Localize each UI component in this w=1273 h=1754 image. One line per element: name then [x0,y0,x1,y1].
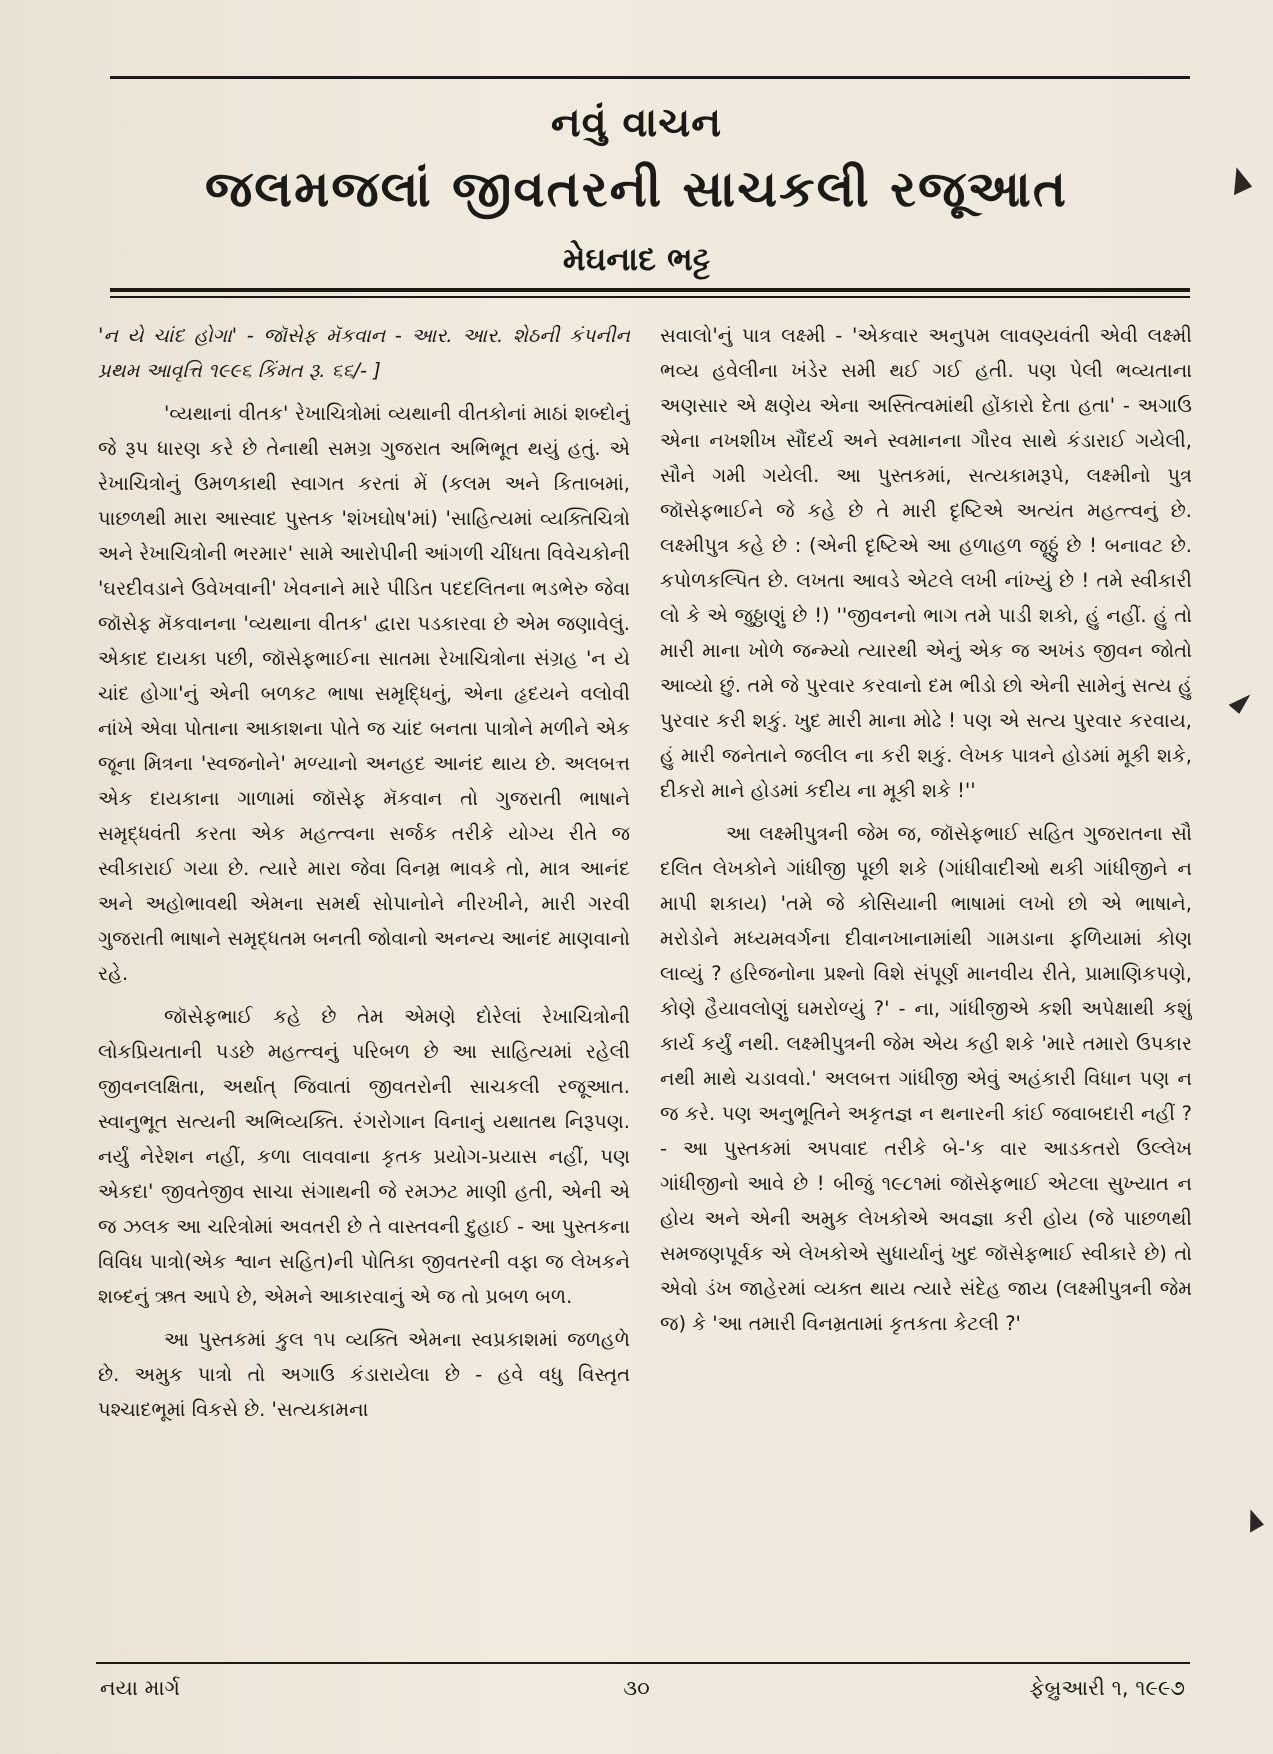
paragraph: આ પુસ્તકમાં કુલ ૧૫ વ્યક્તિ એમના સ્વપ્રકાશમાં જળહળે છે. અમુક પાત્રો તો અગાઉ કંડારાયેલા છે - હવે વધુ વિસ્તૃત પશ્ચાદભૂમાં વિકસે છે. 'સત્યકામના [98,1328,630,1421]
top-rule [110,76,1190,79]
left-column [98,318,630,1652]
margin-mark [1240,1507,1264,1532]
publication-name: નયા માર્ગ [100,1676,180,1700]
header-rule-thick [110,288,1190,292]
footer-rule [96,1662,1190,1664]
book-reference: 'ન યે ચાંદ હોગા' - જૉસેફ મૅકવાન - આર. આર. શેઠની કંપનીન પ્રથમ આવૃત્તિ ૧૯૯૬ કિંમત રૂ. ૬૬/- ] [98,324,630,382]
page-number: ૩૦ [623,1676,650,1700]
margin-mark [1229,688,1254,714]
section-kicker: નવું વાચન [550,100,723,146]
right-column [660,318,1192,1652]
header-rule-thin [110,296,1190,298]
article-author: મેઘનાદ ભટ્ટ [562,240,711,278]
article-title: જલમજલાં જીવતરની સાચકલી રજૂઆત [204,160,1069,218]
issue-date: ફેબ્રુઆરી ૧, ૧૯૯૭ [1029,1676,1185,1700]
paragraph: જૉસેફભાઈ કહે છે તેમ એમણે દોરેલાં રેખાચિત્રોની લોકપ્રિયતાની પડછે મહત્ત્વનું પરિબળ છે આ સાહિત્યમાં રહેલી જીવનલક્ષિતા, અર્થાત્ જિવાતાં જીવતરોની સાચકલી રજૂઆત. સ્વાનુભૂત સત્યની અભિવ્યક્તિ. રંગરોગાન વિનાનું યથાતથ નિરૂપણ. નર્યું નેરેશન નહીં, કળા લાવવાના કૃતક પ્રયોગ-પ્રયાસ નહીં, પણ એકદા' જીવતેજીવ સાચા સંગાથની જે રમઝટ માણી હતી, એની એ જ ઝલક આ ચરિત્રોમાં અવતરી છે તે વાસ્તવની દુહાઈ - આ પુસ્તકના વિવિધ પાત્રો(એક શ્વાન સહિત)ની પોતિકા જીવતરની વફા જ લેખકને શબ્દનું ઋત આપે છે, એમને આકારવાનું એ જ તો પ્રબળ બળ. [98,1005,630,1308]
paragraph: સવાલો'નું પાત્ર લક્ષ્મી - 'એકવાર અનુપમ લાવણ્યવંતી એવી લક્ષ્મી ભવ્ય હવેલીના ખંડેર સમી થઈ ગઈ હતી. પણ પેલી ભવ્યતાના અણસાર એ ક્ષણેય એના અસ્તિત્વમાંથી હોંકારો દેતા હતા' - અગાઉ એના નખશીખ સૌંદર્ય અને સ્વમાનના ગૌરવ સાથે કંડારાઈ ગયેલી, સૌને ગમી ગયેલી. આ પુસ્તકમાં, સત્યકામરૂપે, લક્ષ્મીનો પુત્ર જૉસેફભાઈને જે કહે છે તે મારી દૃષ્ટિએ અત્યંત મહત્ત્વનું છે. લક્ષ્મીપુત્ર કહે છે : (એની દૃષ્ટિએ આ હળાહળ જૂઠ્ઠું છે ! બનાવટ છે. કપોળકલ્પિત છે. લખતા આવડે એટલે લખી નાંખ્યું છે ! તમે સ્વીકારી લો કે એ જુઠ્ઠાણું છે !) ''જીવનનો ભાગ તમે પાડી શકો, હું નહીં. હું તો મારી માના ખોળે જન્મ્યો ત્યારથી એનું એક જ અખંડ જીવન જોતો આવ્યો છું. તમે જે પુરવાર કરવાનો દમ ભીડો છો એની સામેનું સત્ય હું પુરવાર કરી શકું. ખુદ મારી માના મોઢે ! પણ એ સત્ય પુરવાર કરવાય, હું મારી જનેતાને જલીલ ના કરી શકું. લેખક પાત્રને હોડમાં મૂકી શકે, દીકરો માને હોડમાં કદીય ના મૂકી શકે !'' [660,324,1192,802]
paragraph: 'વ્યથાનાં વીતક' રેખાચિત્રોમાં વ્યથાની વીતકોનાં માઠાં શબ્દોનું જે રૂપ ધારણ કરે છે તેનાથી સમગ્ર ગુજરાત અભિભૂત થયું હતું. એ રેખાચિત્રોનું ઉમળકાથી સ્વાગત કરતાં મેં (કલમ અને કિતાબમાં, પાછળથી મારા આસ્વાદ પુસ્તક 'શંખઘોષ'માં) 'સાહિત્યમાં વ્યક્તિચિત્રો અને રેખાચિત્રોની ભરમાર' સામે આરોપીની આંગળી ચીંધતા વિવેચકોની 'ઘરદીવડાને ઉવેખવાની' ખેવનાને મારે પીડિત પદદલિતના ભડભેરુ જેવા જૉસેફ મૅકવાનના 'વ્યથાના વીતક' દ્વારા પડકારવા છે એમ જણાવેલું. એકાદ દાયકા પછી, જૉસેફભાઈના સાતમા રેખાચિત્રોના સંગ્રહ 'ન યે ચાંદ હોગા'નું એની બળકટ ભાષા સમૃદ્ધિનું, એના હૃદયને વલોવી નાંખે એવા પોતાના આકાશના પોતે જ ચાંદ બનતા પાત્રોને મળીને એક જૂના મિત્રના 'સ્વજનોને' મળ્યાનો અનહદ આનંદ થાય છે. અલબત્ત એક દાયકાના ગાળામાં જૉસેફ મૅકવાન તો ગુજરાતી ભાષાને સમૃદ્ધવંતી કરતા એક મહત્ત્વના સર્જક તરીકે યોગ્ય રીતે જ સ્વીકારાઈ ગયા છે. ત્યારે મારા જેવા વિનમ્ર ભાવકે તો, માત્ર આનંદ અને અહોભાવથી એમના સમર્થ સોપાનોને નીરખીને, મારી ગરવી ગુજરાતી ભાષાને સમૃદ્ધતમ બનતી જોવાનો અનન્ય આનંદ માણવાનો રહે. [98,402,630,985]
paragraph: આ લક્ષ્મીપુત્રની જેમ જ, જૉસેફભાઈ સહિત ગુજરાતના સૌ દલિત લેખકોને ગાંધીજી પૂછી શકે (ગાંધીવાદીઓ થકી ગાંધીજીને ન માપી શકાય) 'તમે જે કોસિયાની ભાષામાં લખો છો એ ભાષાને, મરોડોને મધ્યમવર્ગના દીવાનખાનામાંથી ગામડાના ફળિયામાં કોણ લાવ્યું ? હરિજનોના પ્રશ્નો વિશે સંપૂર્ણ માનવીય રીતે, પ્રામાણિકપણે, કોણે હૈયાવલોણું ઘમરોળ્યું ?' - ના, ગાંધીજીએ કશી અપેક્ષાથી કશું કાર્ય કર્યું નથી. લક્ષ્મીપુત્રની જેમ એય કહી શકે 'મારે તમારો ઉપકાર નથી માથે ચડાવવો.' અલબત્ત ગાંધીજી એવું અહંકારી વિધાન પણ ન જ કરે. પણ અનુભૂતિને અકૃતજ્ઞ ન થનારની કાંઈ જવાબદારી નહીં ? - આ પુસ્તકમાં અપવાદ તરીકે બે-'ક વાર આડકતરો ઉલ્લેખ ગાંધીજીનો આવે છે ! બીજું ૧૯૮૧માં જૉસેફભાઈ એટલા સુખ્યાત ન હોય અને એની અમુક લેખકોએ અવજ્ઞા કરી હોય (જે પાછળથી સમજણપૂર્વક એ લેખકોએ સુધાર્યાનું ખુદ જૉસેફભાઈ સ્વીકારે છે) તો એવો ડંખ જાહેરમાં વ્યક્ત થાય ત્યારે સંદેહ જાય (લક્ષ્મીપુત્રની જેમ જ) કે 'આ તમારી વિનમ્રતામાં કૃતકતા કેટલી ?' [660,822,1192,1335]
